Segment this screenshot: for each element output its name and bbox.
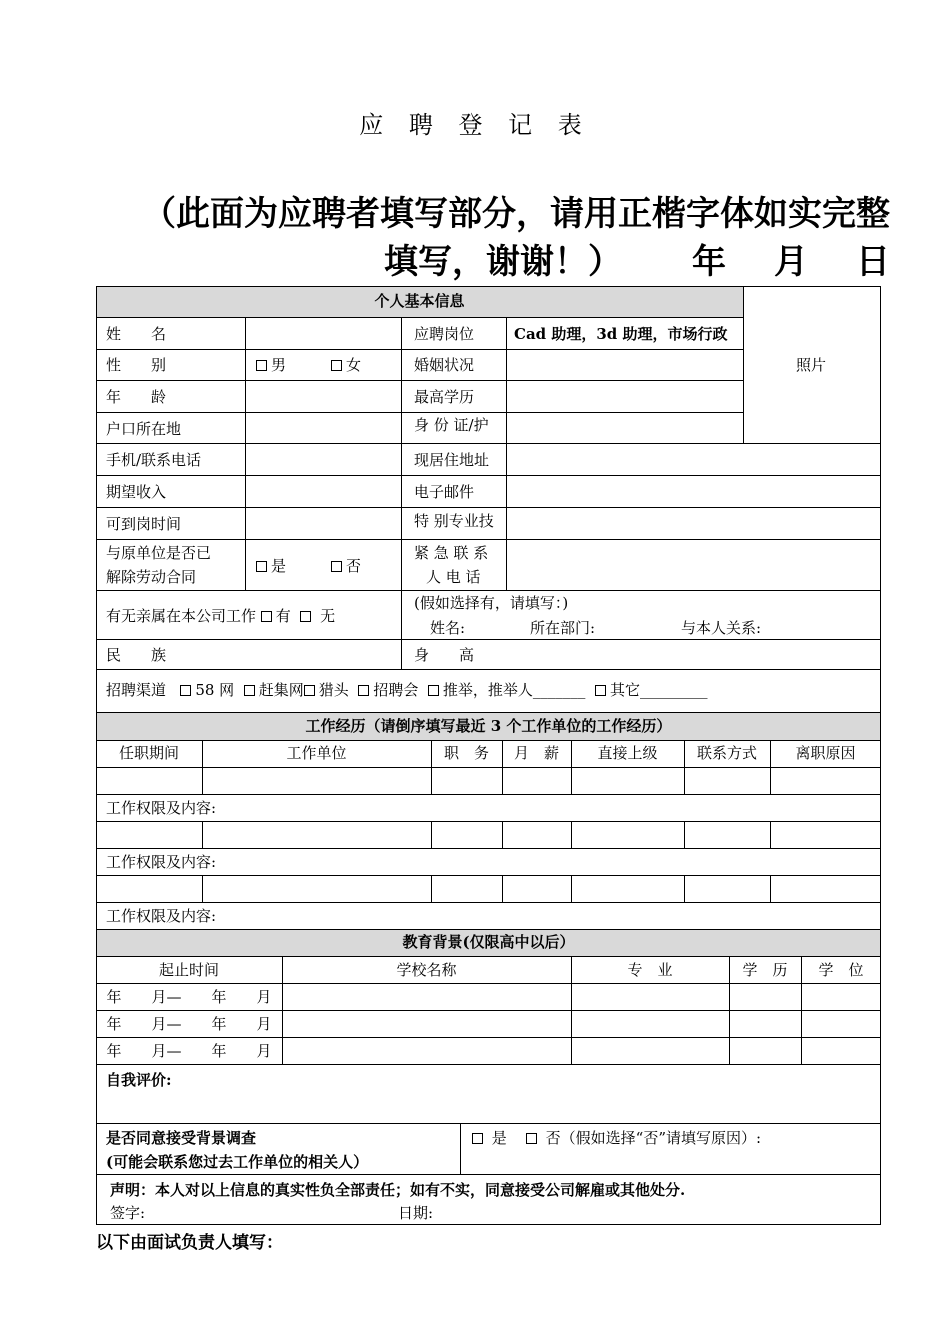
relatives-no-text: 无 [320, 607, 336, 625]
start-date-label: 可到岗时间 [106, 515, 182, 533]
channel-other: 其它_________ [609, 681, 708, 699]
contract-no-option[interactable] [331, 557, 361, 575]
edu-period-2: 年 月— 年 月 [106, 1015, 272, 1033]
marital-label: 婚姻状况 [414, 356, 475, 374]
education-label: 最高学历 [414, 388, 475, 406]
name-label: 姓 名 [106, 325, 167, 343]
channel-row [106, 681, 707, 699]
id-label: 身 份 证/护 [414, 416, 489, 434]
channel-label: 招聘渠道 [106, 681, 167, 699]
form-subtitle-line2 [100, 238, 890, 286]
skill-label: 特 别专业技 [414, 512, 494, 530]
signature-label: 签字: [110, 1204, 146, 1222]
date-year: 年 [692, 242, 726, 282]
bg-yes-text: 是 [491, 1129, 507, 1147]
work-col-contact: 联系方式 [696, 744, 757, 762]
checkbox-58[interactable] [180, 685, 191, 696]
photo-placeholder: 照片 [796, 356, 827, 374]
hukou-label: 户口所在地 [106, 420, 182, 438]
checkbox-hunter[interactable] [304, 685, 315, 696]
bg-check-label: 是否同意接受背景调查 [106, 1129, 257, 1147]
checkbox-referral[interactable] [428, 685, 439, 696]
date-day: 日 [856, 242, 890, 282]
channel-fair: 招聘会 [373, 681, 419, 699]
contract-yes-option[interactable] [256, 557, 286, 575]
edu-col-degree-level: 学 历 [742, 961, 788, 979]
ethnic-label: 民 族 [106, 646, 167, 664]
contract-no-text: 否 [346, 557, 362, 575]
work-duty-label-3: 工作权限及内容: [106, 907, 217, 925]
bg-check-note: (可能会联系您过去工作单位的相关人） [106, 1153, 369, 1171]
work-duty-label-1: 工作权限及内容: [106, 799, 217, 817]
relative-name-label: 姓名: [430, 619, 466, 637]
form-title: 应 聘 登 记 表 [359, 111, 591, 139]
checkbox-bg-yes[interactable] [472, 1133, 483, 1144]
work-col-supervisor: 直接上级 [597, 744, 658, 762]
phone-label: 手机/联系电话 [106, 451, 202, 469]
edu-header: 教育背景(仅限高中以后） [402, 933, 575, 951]
date-month: 月 [774, 242, 808, 282]
age-label: 年 龄 [106, 388, 167, 406]
relatives-yes-text: 有 [275, 607, 291, 625]
edu-col-school: 学校名称 [396, 961, 457, 979]
checkbox-contract-no[interactable] [331, 561, 342, 572]
gender-label: 性 别 [106, 356, 167, 374]
work-col-company: 工作单位 [286, 744, 347, 762]
email-label: 电子邮件 [414, 483, 475, 501]
contract-yes-text: 是 [271, 557, 287, 575]
bg-no-text: 否（假如选择“否”请填写原因）: [545, 1129, 762, 1147]
channel-58: 58 网 [195, 681, 235, 699]
contract-label-1: 与原单位是否已 [106, 544, 212, 562]
relatives-label: 有无亲属在本公司工作 [106, 607, 257, 625]
relative-relation-label: 与本人关系: [681, 619, 762, 637]
male-text: 男 [271, 356, 287, 374]
emergency-label-1: 紧 急 联 系 [414, 544, 489, 562]
checkbox-contract-yes[interactable] [256, 561, 267, 572]
channel-referral: 推举，推举人_______ [442, 681, 586, 699]
checkbox-female[interactable] [331, 360, 342, 371]
position-label: 应聘岗位 [414, 325, 475, 343]
gender-female-option[interactable] [331, 356, 361, 374]
checkbox-relatives-no[interactable] [300, 611, 311, 622]
work-col-reason: 离职原因 [795, 744, 856, 762]
address-label: 现居住地址 [414, 451, 490, 469]
edu-period-1: 年 月— 年 月 [106, 988, 272, 1006]
self-evaluation-field[interactable] [96, 1090, 881, 1122]
self-evaluation-label: 自我评价: [106, 1071, 172, 1089]
bg-check-options [472, 1129, 761, 1147]
checkbox-other[interactable] [595, 685, 606, 696]
work-col-period: 任职期间 [118, 744, 179, 762]
declaration-text: 声明：本人对以上信息的真实性负全部责任；如有不实，同意接受公司解雇或其他处分. [110, 1181, 686, 1199]
signature-date-label: 日期: [398, 1204, 434, 1222]
checkbox-relatives-yes[interactable] [261, 611, 272, 622]
work-header: 工作经历（请倒序填写最近 3 个工作单位的工作经历） [305, 717, 672, 735]
edu-col-period: 起止时间 [158, 961, 219, 979]
interviewer-section-label: 以下由面试负责人填写： [96, 1233, 283, 1253]
application-form [96, 286, 881, 1225]
edu-col-degree: 学 位 [818, 961, 864, 979]
channel-hunter: 猎头 [318, 681, 349, 699]
salary-label: 期望收入 [106, 483, 167, 501]
checkbox-male[interactable] [256, 360, 267, 371]
height-label: 身 高 [414, 646, 475, 664]
relatives-row [106, 607, 335, 625]
subtitle-thanks: 填写，谢谢！） [384, 242, 622, 282]
edu-period-3: 年 月— 年 月 [106, 1042, 272, 1060]
contract-label-2: 解除劳动合同 [106, 568, 197, 586]
checkbox-ganji[interactable] [244, 685, 255, 696]
work-duty-label-2: 工作权限及内容: [106, 853, 217, 871]
emergency-label-2: 人 电 话 [426, 568, 481, 586]
work-col-title: 职 务 [443, 744, 489, 762]
name-field[interactable] [246, 318, 401, 349]
form-subtitle-line1: （此面为应聘者填写部分，请用正楷字体如实完整 [142, 194, 890, 234]
checkbox-bg-no[interactable] [526, 1133, 537, 1144]
edu-col-major: 专 业 [627, 961, 673, 979]
position-value[interactable]: Cad 助理，3d 助理，市场行政 [514, 325, 728, 343]
relatives-note: (假如选择有，请填写：) [414, 594, 569, 612]
gender-male-option[interactable] [256, 356, 286, 374]
basic-info-header: 个人基本信息 [374, 292, 465, 310]
relative-dept-label: 所在部门: [530, 619, 596, 637]
work-col-salary: 月 薪 [513, 744, 559, 762]
female-text: 女 [346, 356, 362, 374]
checkbox-fair[interactable] [358, 685, 369, 696]
channel-ganji: 赶集网 [258, 681, 304, 699]
